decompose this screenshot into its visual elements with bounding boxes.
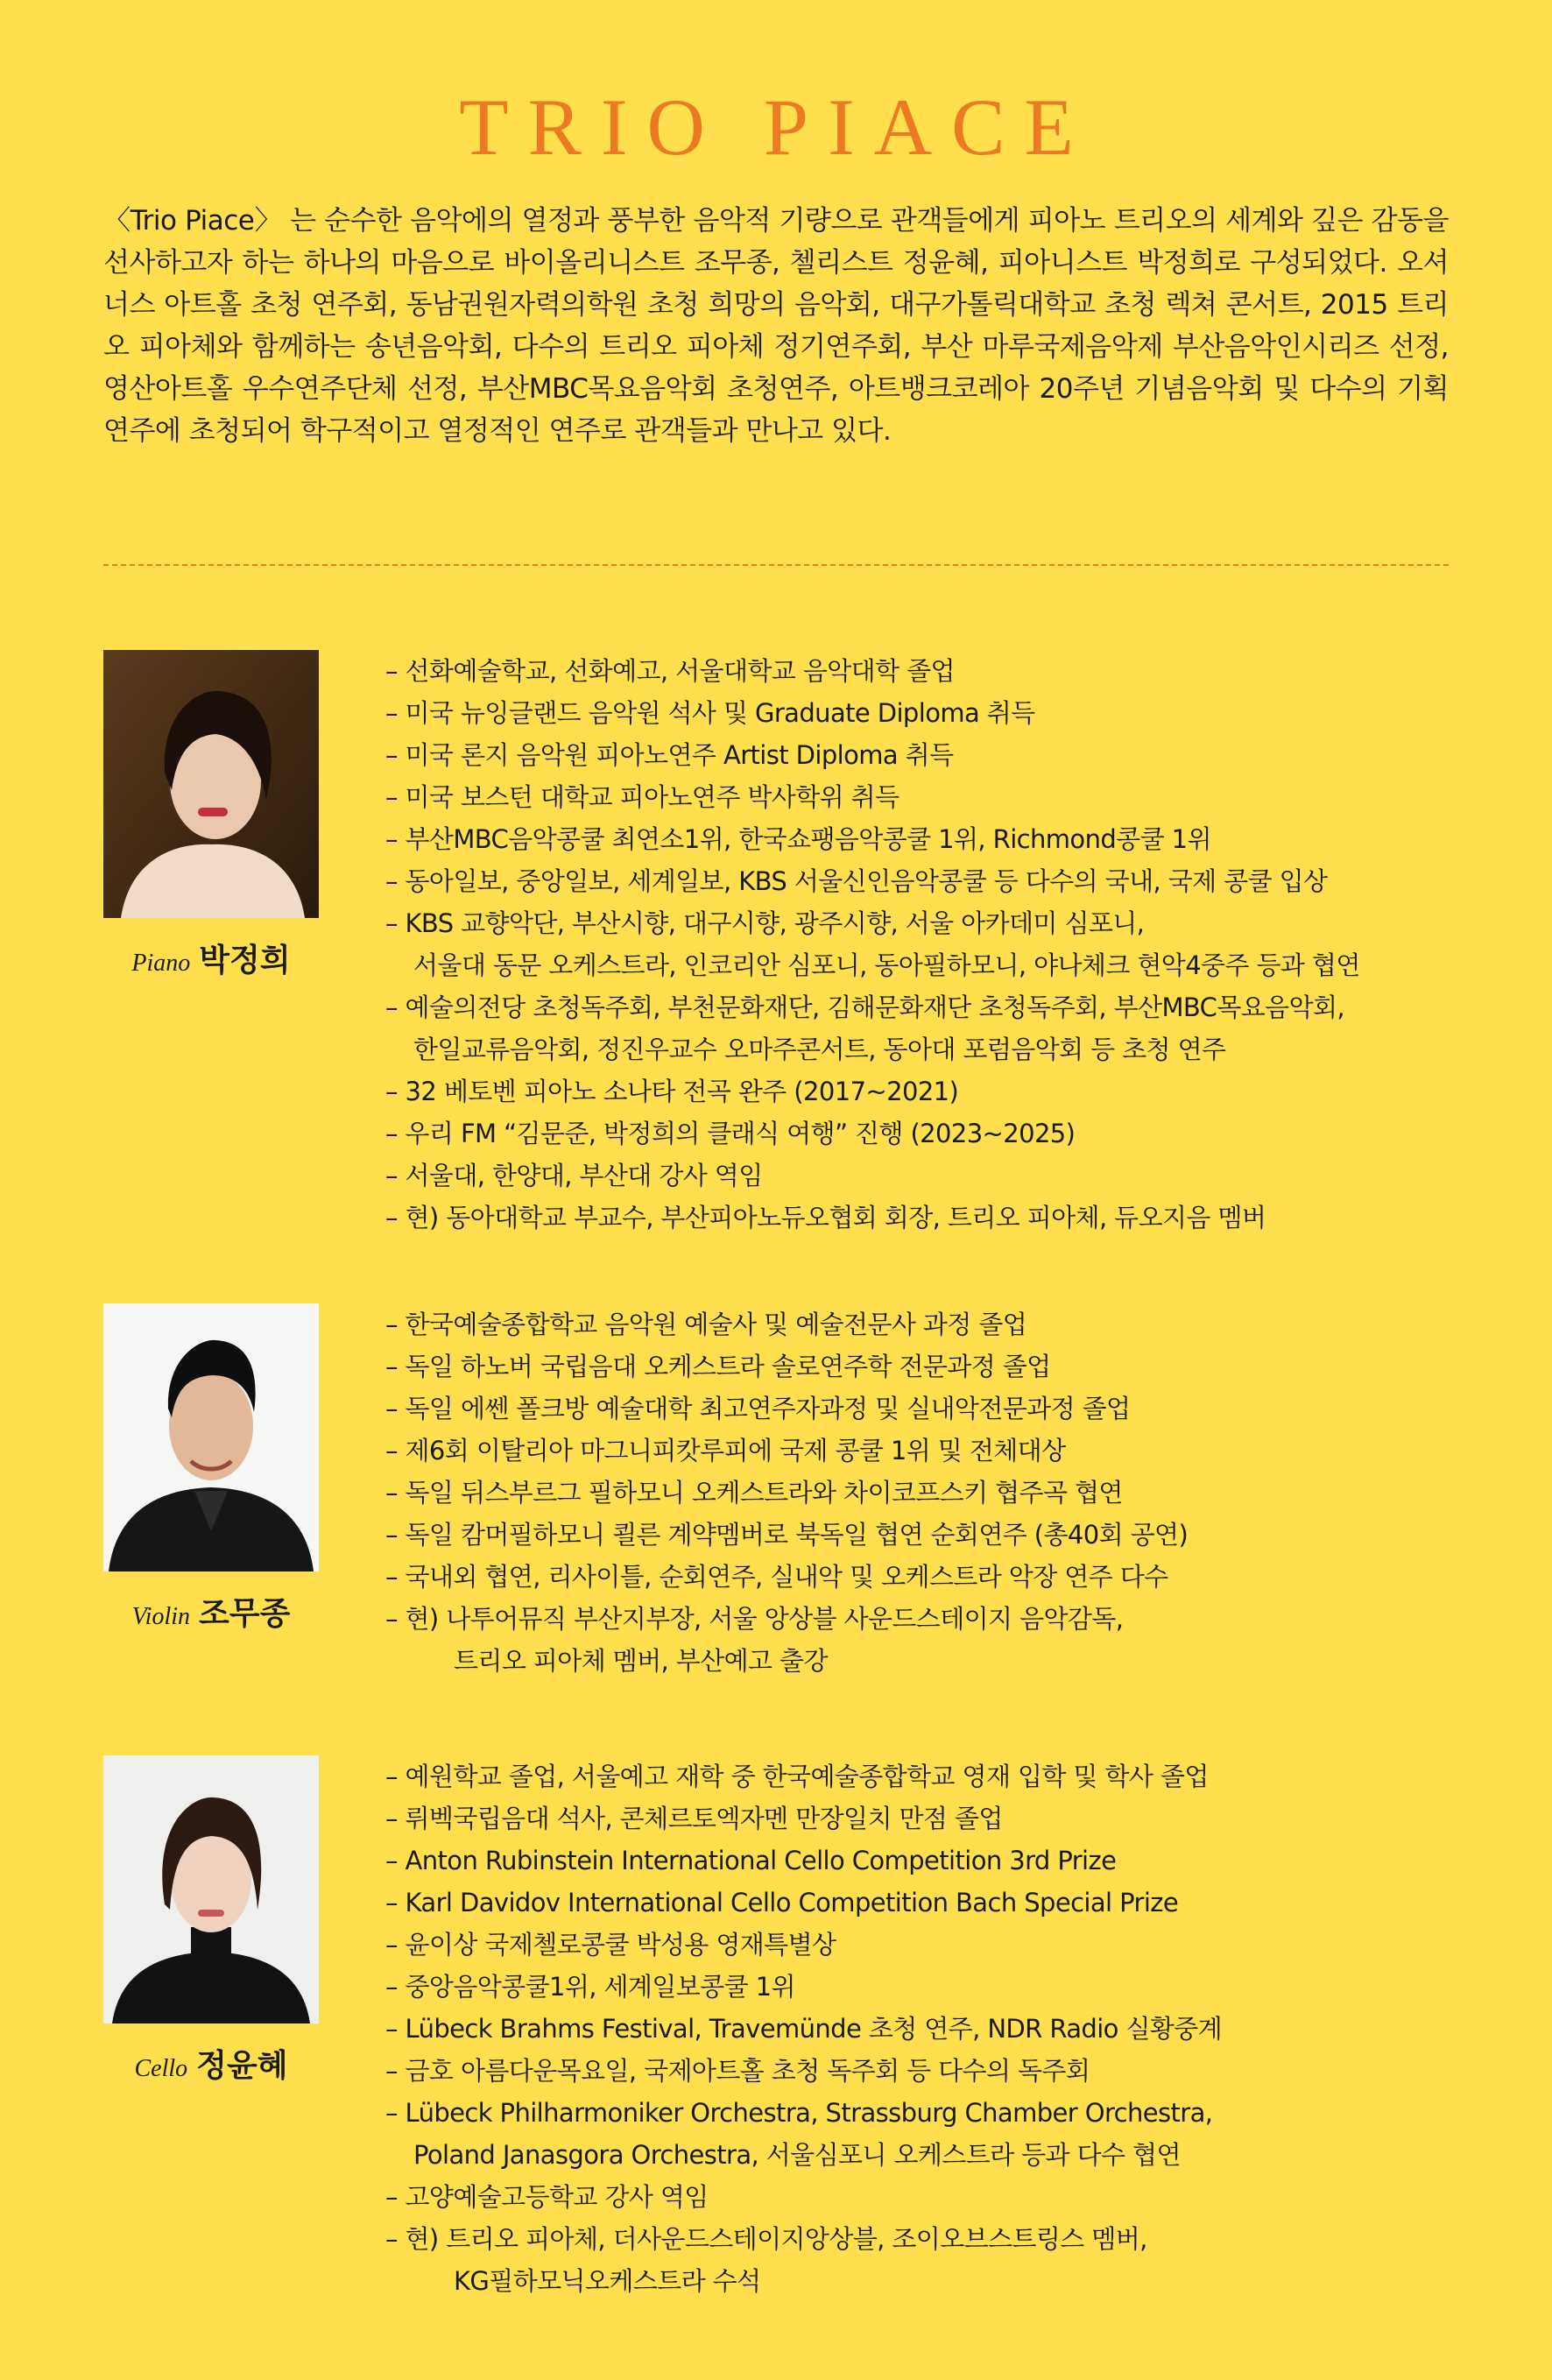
instrument-label: Cello <box>134 2055 188 2082</box>
bio-item: – 독일 뒤스부르그 필하모니 오케스트라와 차이코프스키 협주곡 협연 <box>385 1478 1123 1508</box>
bio-item: – 현) 트리오 피아체, 더사운드스테이지앙상블, 조이오브스트링스 멤버, <box>385 2224 1147 2254</box>
bio-item: – 금호 아름다운목요일, 국제아트홀 초청 독주회 등 다수의 독주회 <box>385 2056 1090 2086</box>
bio-item: – 선화예술학교, 선화예고, 서울대학교 음악대학 졸업 <box>385 656 955 686</box>
bio-item: – 뤼벡국립음대 석사, 콘체르토엑자멘 만장일치 만점 졸업 <box>385 1804 1003 1833</box>
bio-item-continuation: 트리오 피아체 멤버, 부산예고 출강 <box>454 1646 828 1676</box>
bio-list-violin <box>385 1303 1188 1682</box>
page-title: TRIO PIACE <box>459 82 1093 172</box>
bio-item: – 현) 나투어뮤직 부산지부장, 서울 앙상블 사운드스테이지 음악감독, <box>385 1604 1124 1634</box>
portrait-photo-cello <box>103 1755 319 2023</box>
bio-item: – 윤이상 국제첼로콩쿨 박성용 영재특별상 <box>385 1930 836 1960</box>
bio-item: – 국내외 협연, 리사이틀, 순회연주, 실내악 및 오케스트라 악장 연주 다수 <box>385 1562 1168 1592</box>
bio-item: – Lübeck Philharmoniker Orchestra, Strassburg Chamber Orchestra, <box>385 2098 1213 2128</box>
bio-item: – KBS 교향악단, 부산시향, 대구시향, 광주시향, 서울 아카데미 심포니, <box>385 908 1145 938</box>
member-name: 정윤혜 <box>196 2048 288 2084</box>
bio-list-piano <box>385 650 1360 1239</box>
bio-item: – 한국예술종합학교 음악원 예술사 및 예술전문사 과정 졸업 <box>385 1310 1027 1339</box>
bio-item: – 독일 캄머필하모니 쾰른 계약멤버로 북독일 협연 순회연주 (총40회 공연) <box>385 1520 1189 1550</box>
bio-item: – 예원학교 졸업, 서울예고 재학 중 한국예술종합학교 영재 입학 및 학사 졸업 <box>385 1762 1209 1791</box>
bio-item: – 제6회 이탈리아 마그니피캇루피에 국제 콩쿨 1위 및 전체대상 <box>385 1436 1066 1465</box>
bio-item: – 고양예술고등학교 강사 역임 <box>385 2182 709 2212</box>
bio-item: – 독일 하노버 국립음대 오케스트라 솔로연주학 전문과정 졸업 <box>385 1352 1051 1381</box>
portrait-photo-piano <box>103 650 319 918</box>
bio-item-continuation: 서울대 동문 오케스트라, 인코리안 심포니, 동아필하모니, 야나체크 현악4중주 등과 협연 <box>413 950 1360 980</box>
portrait-photo-violin <box>103 1303 319 1571</box>
bio-item-continuation: KG필하모닉오케스트라 수석 <box>454 2266 761 2296</box>
dashed-divider <box>103 564 1449 566</box>
bio-item: – Lübeck Brahms Festival, Travemünde 초청 연주, NDR Radio 실황중계 <box>385 2014 1223 2044</box>
member-name-line-violin <box>103 1589 319 1634</box>
bio-item: – Anton Rubinstein International Cello Competition 3rd Prize <box>385 1846 1117 1875</box>
bio-item: – 미국 론지 음악원 피아노연주 Artist Diploma 취득 <box>385 740 954 770</box>
bio-item: – 현) 동아대학교 부교수, 부산피아노듀오협회 회장, 트리오 피아체, 듀오지음 멤버 <box>385 1203 1266 1232</box>
bio-item: – 서울대, 한양대, 부산대 강사 역임 <box>385 1161 763 1190</box>
bio-item: – 중앙음악콩쿨1위, 세계일보콩쿨 1위 <box>385 1972 795 2002</box>
bio-item: – 우리 FM “김문준, 박정희의 클래식 여행” 진행 (2023~2025) <box>385 1119 1076 1148</box>
member-name-line-piano <box>103 936 319 980</box>
bio-item: – 부산MBC음악콩쿨 최연소1위, 한국쇼팽음악콩쿨 1위, Richmond콩쿨 1위 <box>385 824 1211 854</box>
bio-item: – 미국 보스턴 대학교 피아노연주 박사학위 취득 <box>385 782 899 812</box>
bio-item-continuation: Poland Janasgora Orchestra, 서울심포니 오케스트라 등과 다수 협연 <box>413 2140 1181 2170</box>
instrument-label: Piano <box>131 950 191 977</box>
member-name: 박정희 <box>199 943 291 978</box>
bio-list-cello <box>385 1755 1222 2302</box>
bio-item: – 예술의전당 초청독주회, 부천문화재단, 김해문화재단 초청독주회, 부산MBC목요음악회, <box>385 992 1345 1022</box>
bio-item-continuation: 한일교류음악회, 정진우교수 오마주콘서트, 동아대 포럼음악회 등 초청 연주 <box>413 1035 1226 1064</box>
bio-item: – 독일 에쎈 폴크방 예술대학 최고연주자과정 및 실내악전문과정 졸업 <box>385 1394 1131 1423</box>
bio-item: – 32 베토벤 피아노 소나타 전곡 완주 (2017~2021) <box>385 1077 959 1106</box>
member-name: 조무종 <box>199 1596 291 1632</box>
intro-paragraph: 〈Trio Piace〉 는 순수한 음악에의 열정과 풍부한 음악적 기량으로 관객들에게 피아노 트리오의 세계와 깊은 감동을 선사하고자 하는 하나의 마음으로 바이올리니스트 조무종, 첼리스트 정윤혜, 피아니스트 박정희로 구성되었다. 오셔너스 아트홀 초청 연주회, 동남권원자력의학원 초청 희망의 음악회, 대구가톨릭대학교 초청 렉쳐 콘서트, 2015 트리오 피아체와 함께하는 송년음악회, 다수의 트리오 피아체 정기연주회, 부산 마루국제음악제 부산음악인시리즈 선정, 영산아트홀 우수연주단체 선정, 부산MBC목요음악회 초청연주, 아트뱅크코레아 20주년 기념음악회 및 다수의 기획연주에 초청되어 학구적이고 열정적인 연주로 관객들과 만나고 있다. <box>103 205 1449 447</box>
bio-item: – 미국 뉴잉글랜드 음악원 석사 및 Graduate Diploma 취득 <box>385 698 1035 728</box>
member-name-line-cello <box>103 2041 319 2086</box>
bio-item: – Karl Davidov International Cello Competition Bach Special Prize <box>385 1888 1179 1917</box>
instrument-label: Violin <box>131 1603 191 1630</box>
bio-item: – 동아일보, 중앙일보, 세계일보, KBS 서울신인음악콩쿨 등 다수의 국내, 국제 콩쿨 입상 <box>385 866 1328 896</box>
